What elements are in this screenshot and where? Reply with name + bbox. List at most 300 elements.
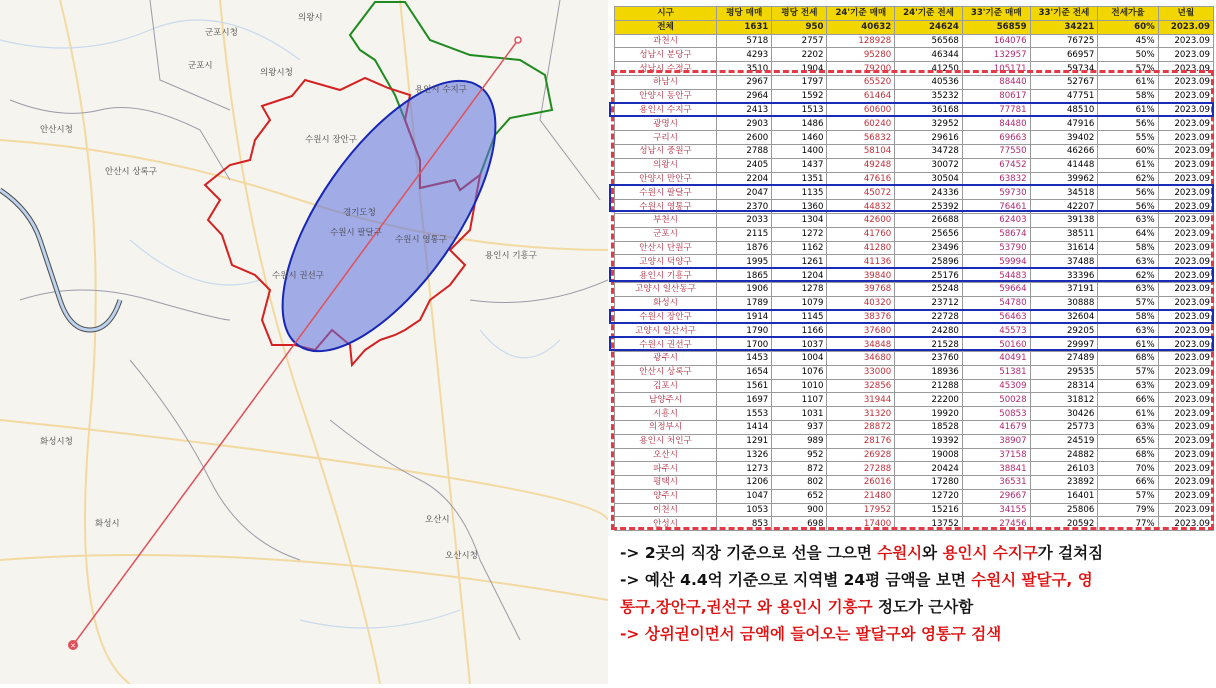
map-label-yeongtong: 수원시 영통구	[395, 235, 447, 245]
table-cell: 1107	[772, 393, 827, 407]
table-cell: 2115	[717, 227, 772, 241]
map-svg	[0, 0, 608, 684]
region-name-cell: 성남시 중원구	[615, 144, 717, 158]
table-row	[615, 476, 1214, 490]
table-cell: 27288	[827, 462, 895, 476]
svg-text:✕: ✕	[70, 642, 76, 650]
table-cell: 2023.09	[1158, 241, 1213, 255]
table-cell: 1400	[772, 144, 827, 158]
table-cell: 58%	[1098, 241, 1158, 255]
table-cell: 37680	[827, 324, 895, 338]
region-name-cell: 오산시	[615, 448, 717, 462]
note-highlight: 수원시	[877, 544, 923, 562]
table-cell: 2023.09	[1158, 296, 1213, 310]
table-cell: 31944	[827, 393, 895, 407]
table-cell: 2964	[717, 89, 772, 103]
table-cell: 26016	[827, 476, 895, 490]
map-label-osan: 오산시	[425, 515, 450, 525]
table-row	[615, 393, 1214, 407]
col-header: 시구	[615, 7, 717, 21]
table-cell: 63%	[1098, 282, 1158, 296]
table-cell: 38907	[962, 434, 1030, 448]
table-cell: 77550	[962, 144, 1030, 158]
region-name-cell: 안산시 단원구	[615, 241, 717, 255]
map-label-uiwang: 의왕시	[298, 13, 323, 23]
table-cell: 17400	[827, 517, 895, 531]
map-panel[interactable]	[0, 0, 608, 684]
table-cell: 35232	[895, 89, 963, 103]
table-cell: 50028	[962, 393, 1030, 407]
table-row	[615, 103, 1214, 117]
note-line	[620, 567, 1216, 594]
table-cell: 2023.09	[1158, 186, 1213, 200]
table-cell: 989	[772, 434, 827, 448]
table-cell: 652	[772, 489, 827, 503]
table-cell: 60%	[1098, 144, 1158, 158]
table-cell: 23892	[1030, 476, 1098, 490]
table-cell: 19008	[895, 448, 963, 462]
table-cell: 58104	[827, 144, 895, 158]
region-name-cell: 수원시 팔달구	[615, 186, 717, 200]
region-name-cell: 군포시	[615, 227, 717, 241]
table-cell: 63%	[1098, 420, 1158, 434]
table-cell: 29535	[1030, 365, 1098, 379]
table-cell: 1789	[717, 296, 772, 310]
table-cell: 39402	[1030, 131, 1098, 145]
table-cell: 2023.09	[1158, 379, 1213, 393]
table-cell: 2023.09	[1158, 75, 1213, 89]
table-cell: 2023.09	[1158, 20, 1213, 34]
table-cell: 26688	[895, 213, 963, 227]
table-cell: 27456	[962, 517, 1030, 531]
table-cell: 88440	[962, 75, 1030, 89]
region-name-cell: 수원시 장안구	[615, 310, 717, 324]
table-row	[615, 117, 1214, 131]
table-cell: 41280	[827, 241, 895, 255]
table-cell: 1162	[772, 241, 827, 255]
table-cell: 63%	[1098, 379, 1158, 393]
table-cell: 37158	[962, 448, 1030, 462]
table-row	[615, 420, 1214, 434]
table-cell: 3510	[717, 62, 772, 76]
table-cell: 33000	[827, 365, 895, 379]
table-cell: 42207	[1030, 200, 1098, 214]
table-cell: 2023.09	[1158, 34, 1213, 48]
table-cell: 27489	[1030, 351, 1098, 365]
table-row	[615, 227, 1214, 241]
table-cell: 63%	[1098, 213, 1158, 227]
table-row	[615, 324, 1214, 338]
table-cell: 39138	[1030, 213, 1098, 227]
table-cell: 1700	[717, 338, 772, 352]
table-cell: 56%	[1098, 186, 1158, 200]
table-cell: 17952	[827, 503, 895, 517]
region-name-cell: 용인시 수지구	[615, 103, 717, 117]
table-cell: 2023.09	[1158, 503, 1213, 517]
table-cell: 95280	[827, 48, 895, 62]
region-name-cell: 이천시	[615, 503, 717, 517]
region-name-cell: 안성시	[615, 517, 717, 531]
table-cell: 39768	[827, 282, 895, 296]
table-cell: 65520	[827, 75, 895, 89]
map-label-hwaseong-hall: 화성시청	[40, 437, 73, 447]
table-cell: 2033	[717, 213, 772, 227]
table-cell: 1414	[717, 420, 772, 434]
note-line	[620, 594, 1216, 621]
region-name-cell: 성남시 분당구	[615, 48, 717, 62]
table-row	[615, 241, 1214, 255]
table-cell: 2023.09	[1158, 131, 1213, 145]
table-cell: 24624	[895, 20, 963, 34]
table-cell: 2023.09	[1158, 393, 1213, 407]
table-row	[615, 365, 1214, 379]
table-cell: 2023.09	[1158, 420, 1213, 434]
table-cell: 29205	[1030, 324, 1098, 338]
table-cell: 48510	[1030, 103, 1098, 117]
table-row	[615, 489, 1214, 503]
table-cell: 2023.09	[1158, 48, 1213, 62]
table-cell: 28314	[1030, 379, 1098, 393]
table-row	[615, 310, 1214, 324]
table-cell: 24280	[895, 324, 963, 338]
table-cell: 1654	[717, 365, 772, 379]
table-cell: 38511	[1030, 227, 1098, 241]
table-cell: 60240	[827, 117, 895, 131]
table-cell: 67452	[962, 158, 1030, 172]
table-cell: 70%	[1098, 462, 1158, 476]
table-cell: 63832	[962, 172, 1030, 186]
table-cell: 46266	[1030, 144, 1098, 158]
table-cell: 42600	[827, 213, 895, 227]
table-cell: 41679	[962, 420, 1030, 434]
region-name-cell: 용인시 기흥구	[615, 269, 717, 283]
table-cell: 1437	[772, 158, 827, 172]
table-cell: 61%	[1098, 407, 1158, 421]
table-cell: 2023.09	[1158, 324, 1213, 338]
region-name-cell: 수원시 권선구	[615, 338, 717, 352]
table-cell: 1697	[717, 393, 772, 407]
table-cell: 1453	[717, 351, 772, 365]
table-cell: 61%	[1098, 103, 1158, 117]
region-name-cell: 광명시	[615, 117, 717, 131]
table-cell: 132957	[962, 48, 1030, 62]
table-cell: 2023.09	[1158, 351, 1213, 365]
table-cell: 105171	[962, 62, 1030, 76]
table-cell: 40536	[895, 75, 963, 89]
table-cell: 1291	[717, 434, 772, 448]
table-cell: 63%	[1098, 324, 1158, 338]
table-row	[615, 75, 1214, 89]
table-cell: 80617	[962, 89, 1030, 103]
table-cell: 41760	[827, 227, 895, 241]
table-cell: 38841	[962, 462, 1030, 476]
table-cell: 58%	[1098, 89, 1158, 103]
map-label-ansan-hall: 안산시청	[40, 125, 73, 135]
table-cell: 69663	[962, 131, 1030, 145]
col-header: 33'기준 전세	[1030, 7, 1098, 21]
table-cell: 1561	[717, 379, 772, 393]
region-name-cell: 고양시 일산동구	[615, 282, 717, 296]
table-cell: 54780	[962, 296, 1030, 310]
region-name-cell: 평택시	[615, 476, 717, 490]
table-row	[615, 62, 1214, 76]
table-cell: 31812	[1030, 393, 1098, 407]
table-cell: 1135	[772, 186, 827, 200]
table-cell: 57%	[1098, 62, 1158, 76]
table-cell: 50853	[962, 407, 1030, 421]
table-cell: 2023.09	[1158, 117, 1213, 131]
table-cell: 1145	[772, 310, 827, 324]
table-cell: 45072	[827, 186, 895, 200]
table-row	[615, 200, 1214, 214]
table-cell: 21480	[827, 489, 895, 503]
table-cell: 952	[772, 448, 827, 462]
note-text: -> 예산 4.4억 기준으로 지역별 24평 금액을 보면	[620, 571, 972, 589]
table-cell: 1304	[772, 213, 827, 227]
notes	[620, 540, 1216, 648]
table-cell: 57%	[1098, 365, 1158, 379]
table-cell: 41448	[1030, 158, 1098, 172]
col-header: 년월	[1158, 7, 1213, 21]
table-cell: 47916	[1030, 117, 1098, 131]
region-name-cell: 구리시	[615, 131, 717, 145]
table-row	[615, 255, 1214, 269]
table-row	[615, 407, 1214, 421]
col-header: 24'기준 매매	[827, 7, 895, 21]
table-cell: 1631	[717, 20, 772, 34]
table-cell: 22200	[895, 393, 963, 407]
table-cell: 44832	[827, 200, 895, 214]
table-cell: 64%	[1098, 227, 1158, 241]
table-cell: 2023.09	[1158, 517, 1213, 531]
table-cell: 2202	[772, 48, 827, 62]
table-cell: 30888	[1030, 296, 1098, 310]
table-cell: 1206	[717, 476, 772, 490]
table-cell: 2023.09	[1158, 476, 1213, 490]
table-cell: 62%	[1098, 269, 1158, 283]
table-cell: 16401	[1030, 489, 1098, 503]
note-text: -> 2곳의 직장 기준으로 선을 그으면	[620, 544, 878, 562]
table-cell: 1076	[772, 365, 827, 379]
table-cell: 1360	[772, 200, 827, 214]
table-cell: 59734	[1030, 62, 1098, 76]
table-cell: 57%	[1098, 489, 1158, 503]
table-cell: 50%	[1098, 48, 1158, 62]
table-cell: 1079	[772, 296, 827, 310]
table-cell: 23760	[895, 351, 963, 365]
table-cell: 2023.09	[1158, 365, 1213, 379]
table-cell: 59994	[962, 255, 1030, 269]
note-highlight: 용인시 수지구	[942, 544, 1038, 562]
table-row	[615, 89, 1214, 103]
table-cell: 61%	[1098, 75, 1158, 89]
table-cell: 68%	[1098, 351, 1158, 365]
table-cell: 36168	[895, 103, 963, 117]
table-cell: 77781	[962, 103, 1030, 117]
region-name-cell: 하남시	[615, 75, 717, 89]
table-cell: 1204	[772, 269, 827, 283]
table-cell: 47751	[1030, 89, 1098, 103]
note-highlight: 수원시 팔달구, 영	[971, 571, 1093, 589]
region-name-cell: 의왕시	[615, 158, 717, 172]
table-row	[615, 503, 1214, 517]
table-cell: 19920	[895, 407, 963, 421]
table-cell: 66%	[1098, 393, 1158, 407]
table-cell: 2023.09	[1158, 338, 1213, 352]
table-cell: 1513	[772, 103, 827, 117]
region-name-cell: 김포시	[615, 379, 717, 393]
table-cell: 37191	[1030, 282, 1098, 296]
table-cell: 76725	[1030, 34, 1098, 48]
table-cell: 55%	[1098, 131, 1158, 145]
table-cell: 802	[772, 476, 827, 490]
note-highlight: 통구,장안구,권선구 와 용인시 기흥구	[620, 598, 873, 616]
table-header-row	[615, 7, 1214, 21]
region-name-cell: 양주시	[615, 489, 717, 503]
region-name-cell: 고양시 일산서구	[615, 324, 717, 338]
table-cell: 31320	[827, 407, 895, 421]
col-header: 33'기준 매매	[962, 7, 1030, 21]
table-cell: 29616	[895, 131, 963, 145]
table-cell: 30072	[895, 158, 963, 172]
table-cell: 32952	[895, 117, 963, 131]
table-row	[615, 186, 1214, 200]
table-cell: 33396	[1030, 269, 1098, 283]
region-name-cell: 화성시	[615, 296, 717, 310]
table-cell: 1261	[772, 255, 827, 269]
table-cell: 872	[772, 462, 827, 476]
table-cell: 2023.09	[1158, 434, 1213, 448]
table-cell: 34848	[827, 338, 895, 352]
table-cell: 60600	[827, 103, 895, 117]
table-cell: 2757	[772, 34, 827, 48]
table-cell: 25248	[895, 282, 963, 296]
table-row	[615, 296, 1214, 310]
table-cell: 23712	[895, 296, 963, 310]
table-cell: 2023.09	[1158, 89, 1213, 103]
table-cell: 56463	[962, 310, 1030, 324]
table-cell: 40320	[827, 296, 895, 310]
region-name-cell: 용인시 처인구	[615, 434, 717, 448]
table-cell: 62403	[962, 213, 1030, 227]
table-cell: 1351	[772, 172, 827, 186]
table-cell: 2967	[717, 75, 772, 89]
table-cell: 2023.09	[1158, 462, 1213, 476]
col-header: 전세가율	[1098, 7, 1158, 21]
table-row	[615, 34, 1214, 48]
table-cell: 79%	[1098, 503, 1158, 517]
table-cell: 23496	[895, 241, 963, 255]
table-cell: 66%	[1098, 476, 1158, 490]
map-label-uiwang-hall: 의왕시청	[260, 68, 293, 78]
table-total-row	[615, 20, 1214, 34]
table-cell: 1031	[772, 407, 827, 421]
table-cell: 66957	[1030, 48, 1098, 62]
table-cell: 47616	[827, 172, 895, 186]
table-cell: 40491	[962, 351, 1030, 365]
table-cell: 2023.09	[1158, 144, 1213, 158]
map-label-hwaseong: 화성시	[95, 519, 120, 529]
table-cell: 61%	[1098, 338, 1158, 352]
table-cell: 29997	[1030, 338, 1098, 352]
region-name-cell: 시흥시	[615, 407, 717, 421]
table-cell: 전체	[615, 20, 717, 34]
table-cell: 2370	[717, 200, 772, 214]
table-row	[615, 269, 1214, 283]
table-cell: 1166	[772, 324, 827, 338]
table-cell: 2023.09	[1158, 448, 1213, 462]
table-cell: 56832	[827, 131, 895, 145]
table-cell: 937	[772, 420, 827, 434]
map-label-gunpo-hall: 군포시청	[205, 28, 238, 38]
start-marker	[515, 37, 521, 43]
table-cell: 1326	[717, 448, 772, 462]
map-label-jangan: 수원시 장안구	[305, 135, 357, 145]
note-text: 가 걸쳐짐	[1037, 544, 1104, 562]
table-cell: 2405	[717, 158, 772, 172]
table-cell: 53790	[962, 241, 1030, 255]
table-cell: 36531	[962, 476, 1030, 490]
table-row	[615, 48, 1214, 62]
table-cell: 25806	[1030, 503, 1098, 517]
table-cell: 40632	[827, 20, 895, 34]
table-cell: 39962	[1030, 172, 1098, 186]
table-cell: 25176	[895, 269, 963, 283]
note-highlight: -> 상위권이면서 금액에 들어오는 팔달구와 영통구 검색	[620, 625, 1002, 643]
note-text: 와	[922, 544, 943, 562]
region-name-cell: 안산시 상록구	[615, 365, 717, 379]
table-cell: 1053	[717, 503, 772, 517]
table-cell: 77%	[1098, 517, 1158, 531]
table-cell: 63%	[1098, 255, 1158, 269]
table-cell: 56%	[1098, 117, 1158, 131]
table-cell: 1797	[772, 75, 827, 89]
table-cell: 1995	[717, 255, 772, 269]
map-label-paldal: 수원시 팔달구	[330, 228, 382, 238]
table-cell: 1906	[717, 282, 772, 296]
table-cell: 45%	[1098, 34, 1158, 48]
table-cell: 2600	[717, 131, 772, 145]
table-cell: 1790	[717, 324, 772, 338]
table-cell: 1272	[772, 227, 827, 241]
table-cell: 28176	[827, 434, 895, 448]
table-cell: 25773	[1030, 420, 1098, 434]
table-cell: 15216	[895, 503, 963, 517]
table-cell: 28872	[827, 420, 895, 434]
table-row	[615, 379, 1214, 393]
table-cell: 84480	[962, 117, 1030, 131]
table-cell: 34728	[895, 144, 963, 158]
table-row	[615, 131, 1214, 145]
table-cell: 950	[772, 20, 827, 34]
map-label-suji: 용인시 수지구	[415, 85, 467, 95]
table-cell: 2023.09	[1158, 282, 1213, 296]
table-cell: 38376	[827, 310, 895, 324]
table-cell: 19392	[895, 434, 963, 448]
table-cell: 34155	[962, 503, 1030, 517]
table-cell: 1047	[717, 489, 772, 503]
table-cell: 34221	[1030, 20, 1098, 34]
col-header: 평당 매매	[717, 7, 772, 21]
table-cell: 1278	[772, 282, 827, 296]
table-cell: 34680	[827, 351, 895, 365]
table-cell: 18528	[895, 420, 963, 434]
table-cell: 1273	[717, 462, 772, 476]
table-cell: 29667	[962, 489, 1030, 503]
table-row	[615, 338, 1214, 352]
note-line	[620, 540, 1216, 567]
table-row	[615, 144, 1214, 158]
